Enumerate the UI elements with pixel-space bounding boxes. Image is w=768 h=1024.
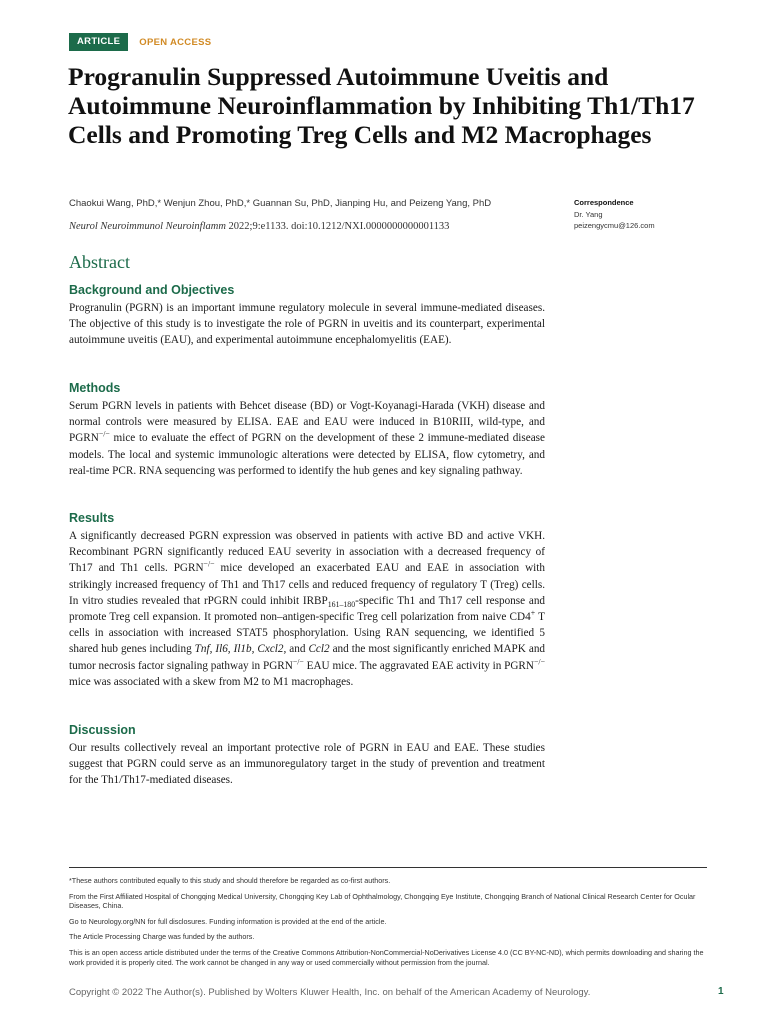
- knockout-superscript: −/−: [203, 559, 215, 569]
- discussion-heading: Discussion: [69, 723, 136, 737]
- peptide-subscript: 161–180: [327, 600, 356, 610]
- results-text-part: mice developed an exacerbated EAU and EAE in association with strikingly increased frequency of Th1 and Th17 cells and reduced frequency of regulatory T (Treg) cells. In vitro studies revealed that rPGRN could inhibit IRBP: [69, 562, 545, 607]
- background-text: Progranulin (PGRN) is an important immune regulatory molecule in several immune-mediated diseases. The objective of this study is to investigate the role of PGRN in uveitis and its counterpart, experimental autoimmune uveitis (EAU), and experimental autoimmune encephalomyelitis (EAE).: [69, 302, 545, 347]
- section-results: [69, 510, 545, 690]
- results-text-part: and the most significantly enriched MAPK and tumor necrosis factor signaling pathway in PGRN: [69, 643, 546, 672]
- results-text-part: EAU mice. The aggravated EAE activity in PGRN: [303, 659, 534, 672]
- results-text: [69, 528, 545, 690]
- methods-text-part: Serum PGRN levels in patients with Behcet disease (BD) or Vogt-Koyanagi-Harada (VKH) disease and normal controls were measured by ELISA. EAE and EAU were induced in B10RIII, wild-type, and PGRN: [69, 400, 545, 445]
- abstract-heading: Abstract: [69, 252, 130, 272]
- gene-names: Tnf, Il6, Il1b, Cxcl2,: [194, 643, 287, 656]
- background-heading: Background and Objectives: [69, 283, 235, 297]
- correspondence-name: Dr. Yang: [574, 209, 603, 219]
- methods-text-part: mice to evaluate the effect of PGRN on the development of these 2 immune-mediated disease models. The local and systemic immunologic alterations were detected by ELISA, flow cytometry, and real-time PCR. RNA sequencing was performed to identify the hub genes and key signaling pathway.: [69, 432, 545, 477]
- discussion-text: Our results collectively reveal an important protective role of PGRN in EAU and EAE. These studies suggest that PGRN could serve as an immunoregulatory target in the study of prevention and treatment for the Th1/Th17-mediated diseases.: [69, 742, 545, 787]
- knockout-superscript: −/−: [533, 656, 545, 666]
- footnote-affiliation: From the First Affiliated Hospital of Chongqing Medical University, Chongqing Key Lab of Ophthalmology, Chongqing Eye Institute, Chongqing Branch of National Clinical Research Center for Ocular Diseases, China.: [69, 891, 696, 911]
- citation-line: [69, 220, 549, 234]
- footnote-divider: [69, 867, 707, 868]
- results-text-part: A significantly decreased PGRN expression was observed in patients with active BD and active VKH. Recombinant PGRN significantly reduced EAU severity in association with a decreased frequency of Th17 and Th1 cells. PGRN: [69, 530, 545, 575]
- section-background: [69, 282, 545, 349]
- footnotes: [69, 876, 709, 973]
- journal-name: Neurol Neuroimmunol Neuroinflamm: [69, 221, 226, 232]
- knockout-superscript: −/−: [292, 656, 304, 666]
- section-discussion: [69, 722, 545, 789]
- results-text-part: mice was associated with a skew from M2 to M1 macrophages.: [69, 675, 354, 688]
- correspondence-label: Correspondence: [574, 198, 634, 207]
- article-badges: [69, 33, 211, 51]
- article-type-badge: ARTICLE: [69, 33, 128, 51]
- article-title: Progranulin Suppressed Autoimmune Uveitis and Autoimmune Neuroinflammation by Inhibiting Th1/Th17 Cells and Promoting Treg Cells and M2 Macrophages: [68, 62, 695, 149]
- results-text-part: T cells in association with increased STAT5 phosphorylation. Using RAN sequencing, we identified 5 shared hub genes including: [69, 611, 545, 656]
- methods-text: [69, 398, 545, 479]
- copyright-line: Copyright © 2022 The Author(s). Published by Wolters Kluwer Health, Inc. on behalf of the American Academy of Neurology.: [69, 987, 591, 998]
- footnote-disclosures[interactable]: Go to Neurology.org/NN for full disclosures. Funding information is provided at the end of the article.: [69, 916, 387, 926]
- section-methods: [69, 380, 545, 479]
- footnote-license: This is an open access article distributed under the terms of the Creative Commons Attribution-NonCommercial-NoDerivatives License 4.0 (CC BY-NC-ND), which permits downloading and sharing the work provided it is properly cited. The work cannot be changed in any way or used commercially without permission from the journal.: [69, 947, 704, 967]
- cd4-superscript: +: [530, 608, 536, 618]
- footnote-co-first: *These authors contributed equally to this study and should therefore be regarded as co-first authors.: [69, 876, 391, 885]
- knockout-superscript: −/−: [98, 429, 110, 439]
- gene-names: Ccl2: [308, 643, 330, 656]
- author-list: Chaokui Wang, PhD,* Wenjun Zhou, PhD,* Guannan Su, PhD, Jianping Hu, and Peizeng Yang, PhD: [69, 198, 492, 209]
- correspondence-block: [574, 197, 724, 232]
- results-heading: Results: [69, 511, 115, 525]
- footnote-apc: The Article Processing Charge was funded by the authors.: [69, 932, 255, 942]
- page-number: 1: [718, 986, 724, 997]
- correspondence-email[interactable]: peizengycmu@126.com: [574, 221, 655, 230]
- methods-heading: Methods: [69, 381, 121, 395]
- results-text-part: and: [286, 643, 309, 656]
- citation-details: 2022;9:e1133. doi:10.1212/NXI.0000000000001133: [225, 221, 450, 232]
- open-access-badge: OPEN ACCESS: [139, 36, 212, 48]
- results-text-part: -specific Th1 and Th17 cell response and promote Treg cell expansion. It promoted non–antigen-specific Treg cell polarization from naive CD4: [69, 594, 546, 624]
